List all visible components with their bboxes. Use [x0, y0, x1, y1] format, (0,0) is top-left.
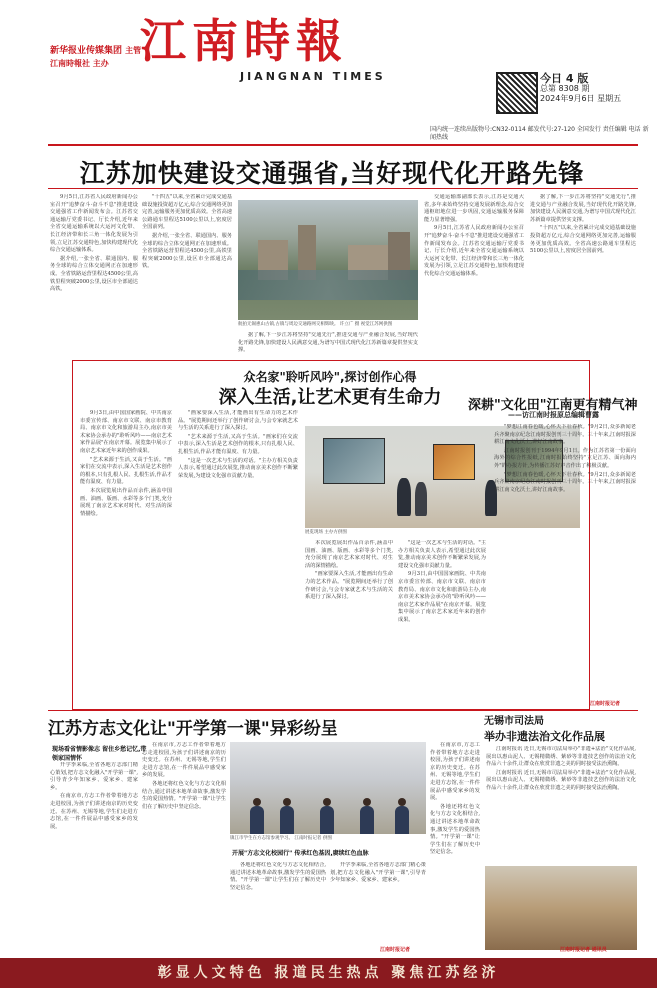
page-margin: [0, 0, 30, 958]
top-story-photo: [238, 200, 418, 320]
top-story-headline: 江苏加快建设交通强省,当好现代化开路先锋: [79, 159, 585, 188]
headline-divider: [48, 188, 638, 189]
issue-date: 2024年9月6日 星期五: [540, 94, 622, 103]
lower-story-col-1: 开学季来临,全省各地方志部门精心策划,把方志文化融入"开学第一课",引导青少年知家乡、爱家乡、建家乡。 在南京市,方志工作者带着地方志走进校园,为孩子们讲述南京的历史变迁。在苏州、无锡等地,学生们走进方志馆,在一件件展品中感受家乡的发展。: [50, 762, 138, 830]
right-bottom-headline-1: 无锡市司法局: [484, 716, 544, 727]
lower-story-headline: 江苏方志文化让"开学第一课"异彩纷呈: [48, 719, 338, 739]
sponsor-role: 主办: [92, 58, 109, 68]
feature-headline: 深入生活,让艺术更有生命力: [218, 387, 442, 408]
right-bottom-headline-2: 举办非遗法治文化作品展: [484, 730, 605, 743]
top-story-photo-caption: 航拍无锡惠山古镇,古镇与周边交通路网交相辉映。 许立广 摄 视觉江苏网供图: [238, 322, 393, 327]
side-story-byline: 江南时报记者: [590, 701, 621, 707]
lower-story-subhead-2: 开展"方志文化校园行" 传承红色基因,赓续红色血脉: [232, 850, 369, 857]
top-story-col-1: 9月5日,江苏省人民政府新闻办公室召开"追梦奋斗·奋斗不息"推进建设交通强省工作新闻发布会。江苏省交通运输厅党委书记、厅长介绍,近年来全省交通运输系统以大运河文化带、长江经济带和长三角一体化发展为引领,立足江苏交通特色,加快构建现代化综合交通运输体系。 据介绍,一张全省、联通国内、服务全球的综合立体交通网正在加速形成。全省铁路运营里程达4500公里,高铁里程突破2000公里,设区市全部通达高铁。: [50, 194, 138, 293]
top-story-col-3: 据了解,下一步江苏将坚持"交通先行",推进交通与产业融合发展,当好现代化开路先锋,加快建设人民满意交通,为谱写中国式现代化江苏新篇章提供坚实支撑。: [238, 332, 418, 354]
top-story-col-2: "十四五"以来,全省累计完成交通基础设施投资超万亿元,综合交通网络更加完善,运输服务更加优质高效。全省高速公路通车里程达5100公里以上,密度居全国前列。 据介绍,一张全省、联通国内、服务全球的综合立体交通网正在加速形成。全省铁路运营里程达4500公里,高铁里程突破2000公里,设区市全部通达高铁。: [142, 194, 232, 270]
qr-code-icon: [496, 72, 538, 114]
right-bottom-headline: [484, 714, 638, 744]
lower-story-subhead-1: 现场看省情影像志 留住乡愁记忆,带领家国情怀: [52, 746, 147, 762]
date-block: [540, 74, 621, 104]
lower-story-col-3: 各地还将红色文化与方志文化相结合,通过讲述本地革命故事,激发学生的爱国热情。"开学第一课"让学生们在了解历史中坚定信念。: [230, 862, 326, 891]
side-story-headline: 深耕"文化田"江南更有精气神: [468, 398, 638, 413]
lower-story-photo: [230, 742, 426, 834]
lower-story-byline: 江南时报记者: [380, 947, 411, 953]
lower-story-col-5: 在南京市,方志工作者带着地方志走进校园,为孩子们讲述南京的历史变迁。在苏州、无锡等地,学生们走进方志馆,在一件件展品中感受家乡的发展。 各地还将红色文化与方志文化相结合,通过讲述本地革命故事,激发学生的爱国热情。"开学第一课"让学生们在了解历史中坚定信念。: [430, 742, 480, 856]
feature-col-1: 9月3日,由中国国家画院、中共南京市委宣传部、南京市文联、南京市教育局、南京市文化和旅游局主办,南京市美术家协会承办的"聆听风吟——南京艺术家作品展"在南京开幕。展览集中展示了南京艺术家近年来的创作成果。 "艺术来源于生活,又高于生活。"画家们在交流中表示,深入生活是艺术创作的根本,只有扎根人民、扎根生活,作品才能有温度、有力量。 本次展览展出作品百余件,涵盖中国画、油画、版画、水彩等多个门类,充分展现了南京艺术家对时代、对生活的深情描绘。: [80, 410, 172, 517]
footer-slogan: 彰显人文特色 报道民生热点 聚焦江苏经济: [0, 958, 657, 988]
lower-story-col-4: 开学季来临,全省各地方志部门精心策划,把方志文化融入"开学第一课",引导青少年知家乡、爱家乡、建家乡。: [330, 862, 426, 884]
side-story-subhead: ——访江南时报原总编辑曹露: [508, 411, 599, 419]
masthead-english: JIANGNAN TIMES: [240, 70, 386, 83]
group-role: 主管: [125, 45, 142, 55]
lower-divider: [48, 710, 638, 711]
masthead-divider: [48, 144, 638, 146]
top-story-col-4: 交通运输部副部长表示,江苏是交通大省,多年来始终坚持交通发展新理念,综合交通枢纽地位进一步巩固,交通运输服务保障能力显著增强。 9月5日,江苏省人民政府新闻办公室召开"追梦奋斗·奋斗不息"推进建设交通强省工作新闻发布会。江苏省交通运输厅党委书记、厅长介绍,近年来全省交通运输系统以大运河文化带、长江经济带和长三角一体化发展为引领,立足江苏交通特色,加快构建现代化综合交通运输体系。: [424, 194, 524, 277]
side-story-body: "梦想江南春色暖,心怀天下壮春秋。"9月2日,众多新闻老兵齐聚南京纪念江南时报创刊三十周年。三十年来,江南时报深耕江南文化沃土,讲好江南故事。 江南时报创刊于1994年9月1日。作为江苏省第一份面向海外的综合性报纸,江南时报始终坚持"立足江苏、面向海内外"的办报方针,为传播江苏好声音作出了积极贡献。 "梦想江南春色暖,心怀天下壮春秋。"9月2日,众多新闻老兵齐聚南京纪念江南时报创刊三十周年。三十年来,江南时报深耕江南文化沃土,讲好江南故事。: [494, 424, 636, 493]
feature-col-4: "这是一次艺术与生活的对话。"主办方相关负责人表示,希望通过此次展览,推动南京美术创作不断繁荣发展,为建设文化强市贡献力量。 9月3日,由中国国家画院、中共南京市委宣传部、南京市文联、南京市教育局、南京市文化和旅游局主办,南京市美术家协会承办的"聆听风吟——南京艺术家作品展"在南京开幕。展览集中展示了南京艺术家近年来的创作成果。: [398, 540, 486, 623]
lower-story-col-2: 在南京市,方志工作者带着地方志走进校园,为孩子们讲述南京的历史变迁。在苏州、无锡等地,学生们走进方志馆,在一件件展品中感受家乡的发展。 各地还将红色文化与方志文化相结合,通过讲述本地革命故事,激发学生的爱国热情。"开学第一课"让学生们在了解历史中坚定信念。: [142, 742, 226, 810]
top-story-col-5: 据了解,下一步江苏将坚持"交通先行",推进交通与产业融合发展,当好现代化开路先锋,加快建设人民满意交通,为谱写中国式现代化江苏新篇章提供坚实支撑。 "十四五"以来,全省累计完成交通基础设施投资超万亿元,综合交通网络更加完善,运输服务更加优质高效。全省高速公路通车里程达5100公里以上,密度居全国前列。: [530, 194, 636, 255]
feature-col-2: "画家要深入生活,才能画出有生命力的艺术作品。"展览期间还举行了创作研讨会,与会专家就艺术与生活的关系进行了深入探讨。 "艺术来源于生活,又高于生活。"画家们在交流中表示,深入生活是艺术创作的根本,只有扎根人民、扎根生活,作品才能有温度、有力量。 "这是一次艺术与生活的对话。"主办方相关负责人表示,希望通过此次展览,推动南京美术创作不断繁荣发展,为建设文化强市贡献力量。: [178, 410, 298, 479]
page-count: 今日 4 版: [540, 72, 589, 85]
right-bottom-byline: 江南时报记者 通讯员: [560, 947, 607, 953]
publication-info: 国内统一连续出版物号:CN32-0114 邮发代号:27-120 全国发行 责任编辑 电话 新闻热线: [430, 126, 649, 141]
issue-number: 总第 8308 期: [540, 84, 590, 93]
lower-story-photo-caption: 镇江市学生在方志馆参观学习。 江南时报记者 供图: [230, 836, 332, 841]
feature-photo-caption: 展览现场 主办方供图: [305, 530, 347, 535]
group-name: 新华报业传媒集团: [50, 46, 123, 56]
sponsor-name: 江南時報社: [50, 58, 90, 68]
right-bottom-body: 江南时报讯 近日,无锡市司法局举办"非遗+法治"文化作品展,展出以惠山泥人、无锡精微绣、紫砂等非遗技艺创作的法治文化作品六十余件,让群众在欣赏非遗之美的同时接受法治熏陶。 江南时报讯 近日,无锡市司法局举办"非遗+法治"文化作品展,展出以惠山泥人、无锡精微绣、紫砂等非遗技艺创作的法治文化作品六十余件,让群众在欣赏非遗之美的同时接受法治熏陶。: [486, 746, 636, 791]
feature-kicker: 众名家"聆听风吟",探讨创作心得: [243, 370, 417, 384]
feature-col-3: 本次展览展出作品百余件,涵盖中国画、油画、版画、水彩等多个门类,充分展现了南京艺术家对时代、对生活的深情描绘。 "画家要深入生活,才能画出有生命力的艺术作品。"展览期间还举行了创作研讨会,与会专家就艺术与生活的关系进行了深入探讨。: [305, 540, 393, 601]
masthead-title: 江南時報: [140, 14, 348, 68]
right-bottom-photo: [485, 866, 637, 950]
